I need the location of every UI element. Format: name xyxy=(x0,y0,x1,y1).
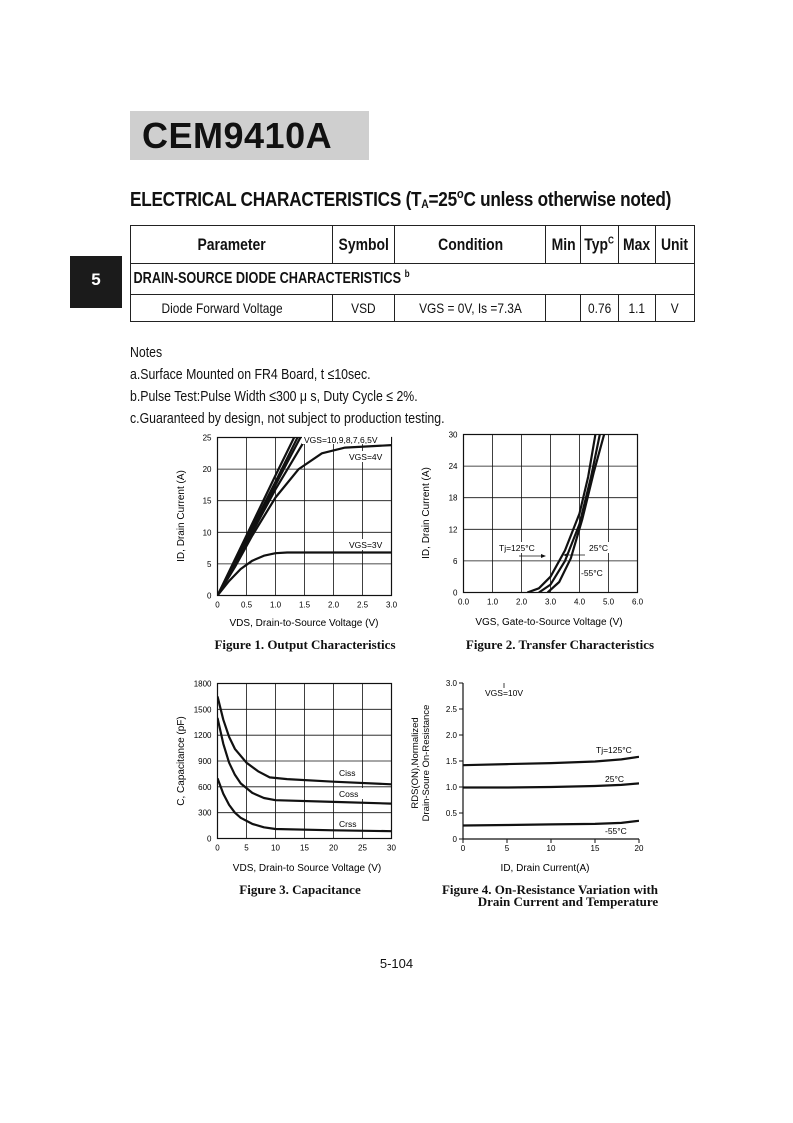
y-tick-label: 0 xyxy=(207,834,212,844)
x-tick-label: 20 xyxy=(634,844,644,853)
figure-2-transfer-characteristics xyxy=(415,425,650,630)
fig2-annotation-125c: Tj=125°C xyxy=(499,543,535,553)
series-line-0 xyxy=(463,757,639,765)
cell-parameter: Diode Forward Voltage xyxy=(161,300,283,316)
y-tick-label: 1500 xyxy=(193,705,212,715)
fig2-annotation-25c: 25°C xyxy=(589,543,608,553)
section-tab xyxy=(70,256,122,308)
x-tick-label: 5.0 xyxy=(602,597,615,607)
x-tick-label: 3.0 xyxy=(544,597,557,607)
x-tick-label: 15 xyxy=(300,843,309,853)
cell-condition: VGS = 0V, Is =7.3A xyxy=(418,300,522,316)
figure-3-y-ticks xyxy=(194,680,212,844)
fig4-annotation-vgs: VGS=10V xyxy=(485,688,524,698)
y-tick-label: 12 xyxy=(448,525,458,535)
figure-4-caption-line1: Figure 4. On-Resistance Variation with xyxy=(441,882,659,897)
x-tick-label: 3.0 xyxy=(385,600,398,610)
x-tick-label: 1.5 xyxy=(298,600,311,610)
col-max: Max xyxy=(618,226,655,264)
fig1-annotation-vgs-high: VGS=10,9,8,7,6,5V xyxy=(304,435,378,445)
col-condition: Condition xyxy=(394,226,546,264)
y-tick-label: 24 xyxy=(448,462,458,472)
figure-4-x-ticks xyxy=(461,839,644,853)
section-heading: ELECTRICAL CHARACTERISTICS ($T_A=25^oC$ unless otherwise noted) xyxy=(130,186,672,211)
y-tick-label: 0 xyxy=(452,835,457,844)
section-tab-label: 5 xyxy=(91,270,101,289)
y-tick-label: 2.0 xyxy=(445,731,457,740)
col-min: Min xyxy=(546,226,581,264)
y-tick-label: 5 xyxy=(207,559,212,569)
cell-max: 1.1 xyxy=(628,300,646,316)
x-tick-label: 25 xyxy=(358,843,367,853)
fig2-ylabel: ID, Drain Current (A) xyxy=(421,467,432,559)
part-number: CEM9410A xyxy=(142,115,333,156)
fig1-ylabel: ID, Drain Current (A) xyxy=(176,470,187,562)
col-symbol: Symbol xyxy=(332,226,394,264)
figure-1-y-ticks xyxy=(203,434,212,601)
fig4-annotation-25c: 25°C xyxy=(605,774,624,784)
x-tick-label: 5 xyxy=(244,843,249,853)
figure-2-x-ticks xyxy=(458,598,644,607)
fig4-annotation-125c: Tj=125°C xyxy=(596,745,632,755)
note-b: b.Pulse Test:Pulse Width ≤300 μ s, Duty Cycle ≤ 2%. xyxy=(130,388,418,405)
fig4-ylabel-line2: Drain-Soure On-Resistance xyxy=(421,704,432,822)
fig3-xlabel: VDS, Drain-to Source Voltage (V) xyxy=(232,863,382,874)
fig4-ylabel-line1: RDS(ON),Normalized xyxy=(410,717,421,809)
notes-title: Notes xyxy=(130,344,163,361)
figure-1-output-characteristics xyxy=(170,430,410,630)
y-tick-label: 300 xyxy=(198,808,212,818)
col-typ: Typ$^C$ xyxy=(580,226,618,264)
figure-4-caption-line2: Drain Current and Temperature xyxy=(477,894,659,909)
fig3-ylabel: C, Capacitance (pF) xyxy=(176,716,187,806)
y-tick-label: 15 xyxy=(202,496,212,506)
x-tick-label: 0 xyxy=(460,844,466,853)
figure-4-on-resistance xyxy=(405,675,650,880)
x-tick-label: 10 xyxy=(271,843,280,853)
x-tick-label: 5 xyxy=(504,844,510,853)
fig3-annotation-crss: Crss xyxy=(339,819,357,829)
figure-4-curves xyxy=(463,757,639,826)
cell-unit: V xyxy=(670,300,679,316)
col-parameter: Parameter xyxy=(131,226,333,264)
figure-2-grid xyxy=(464,435,638,593)
y-tick-label: 30 xyxy=(448,430,458,440)
y-tick-label: 0.5 xyxy=(445,809,457,818)
y-tick-label: 18 xyxy=(448,493,458,503)
figure-2-y-ticks xyxy=(449,431,458,598)
electrical-characteristics-table xyxy=(130,225,695,322)
y-tick-label: 600 xyxy=(198,782,212,792)
figure-3-caption: Figure 3. Capacitance xyxy=(239,882,361,897)
y-tick-label: 2.5 xyxy=(445,705,457,714)
x-tick-label: 30 xyxy=(387,843,396,853)
y-tick-label: 3.0 xyxy=(445,679,457,688)
series-line-1 xyxy=(463,783,639,787)
cell-symbol: VSD xyxy=(351,300,376,316)
x-tick-label: 1.0 xyxy=(269,600,282,610)
cell-typ: 0.76 xyxy=(587,300,612,316)
y-tick-label: 1.5 xyxy=(445,757,457,766)
table-section-row: DRAIN-SOURCE DIODE CHARACTERISTICS $^b$ xyxy=(131,264,695,295)
y-tick-label: 1800 xyxy=(193,679,212,689)
y-tick-label: 0 xyxy=(453,588,458,598)
x-tick-label: 2.0 xyxy=(515,597,528,607)
fig2-annotation-m55c: -55°C xyxy=(581,568,603,578)
fig3-annotation-ciss: Ciss xyxy=(339,768,356,778)
x-tick-label: 6.0 xyxy=(631,597,644,607)
x-tick-label: 10 xyxy=(546,844,556,853)
series-line-2 xyxy=(463,821,639,826)
notes xyxy=(130,342,445,430)
fig1-annotation-vgs-4v: VGS=4V xyxy=(349,452,383,462)
x-tick-label: 1.0 xyxy=(486,597,499,607)
figure-2-caption: Figure 2. Transfer Characteristics xyxy=(465,637,655,652)
fig2-xlabel: VGS, Gate-to-Source Voltage (V) xyxy=(475,617,623,628)
figure-1-x-ticks xyxy=(215,601,397,610)
fig1-annotation-vgs-3v: VGS=3V xyxy=(349,540,383,550)
part-number-box xyxy=(130,111,369,160)
note-c: c.Guaranteed by design, not subject to production testing. xyxy=(130,410,445,427)
y-tick-label: 0 xyxy=(207,591,212,601)
x-tick-label: 20 xyxy=(329,843,338,853)
col-unit: Unit xyxy=(655,226,694,264)
figure-4-caption xyxy=(430,884,670,908)
fig1-xlabel: VDS, Drain-to-Source Voltage (V) xyxy=(229,618,379,629)
figure-3-grid xyxy=(218,684,392,839)
x-tick-label: 0.5 xyxy=(240,600,253,610)
y-tick-label: 25 xyxy=(202,433,212,443)
y-tick-label: 900 xyxy=(198,757,212,766)
x-tick-label: 0 xyxy=(215,600,220,610)
y-tick-label: 10 xyxy=(202,528,212,538)
figure-4-y-ticks xyxy=(446,679,463,844)
figure-3-capacitance xyxy=(170,675,410,880)
y-tick-label: 20 xyxy=(202,465,212,475)
table-header-row xyxy=(131,226,695,264)
y-tick-label: 6 xyxy=(453,556,458,566)
x-tick-label: 2.0 xyxy=(327,600,340,610)
page-number: 5-104 xyxy=(379,956,414,971)
y-tick-label: 1200 xyxy=(193,731,212,741)
x-tick-label: 4.0 xyxy=(573,597,586,607)
table-row xyxy=(131,295,695,322)
x-tick-label: 0.0 xyxy=(457,597,470,607)
fig3-annotation-coss: Coss xyxy=(339,789,359,799)
note-a: a.Surface Mounted on FR4 Board, t ≤10sec. xyxy=(130,366,371,383)
fig4-xlabel: ID, Drain Current(A) xyxy=(500,863,590,874)
y-tick-label: 1.0 xyxy=(445,783,457,792)
x-tick-label: 0 xyxy=(215,843,220,853)
x-tick-label: 15 xyxy=(590,844,600,853)
x-tick-label: 2.5 xyxy=(356,600,369,610)
figure-3-x-ticks xyxy=(215,844,396,853)
figure-1-caption: Figure 1. Output Characteristics xyxy=(214,637,396,652)
fig4-annotation-m55c: -55°C xyxy=(605,826,627,836)
